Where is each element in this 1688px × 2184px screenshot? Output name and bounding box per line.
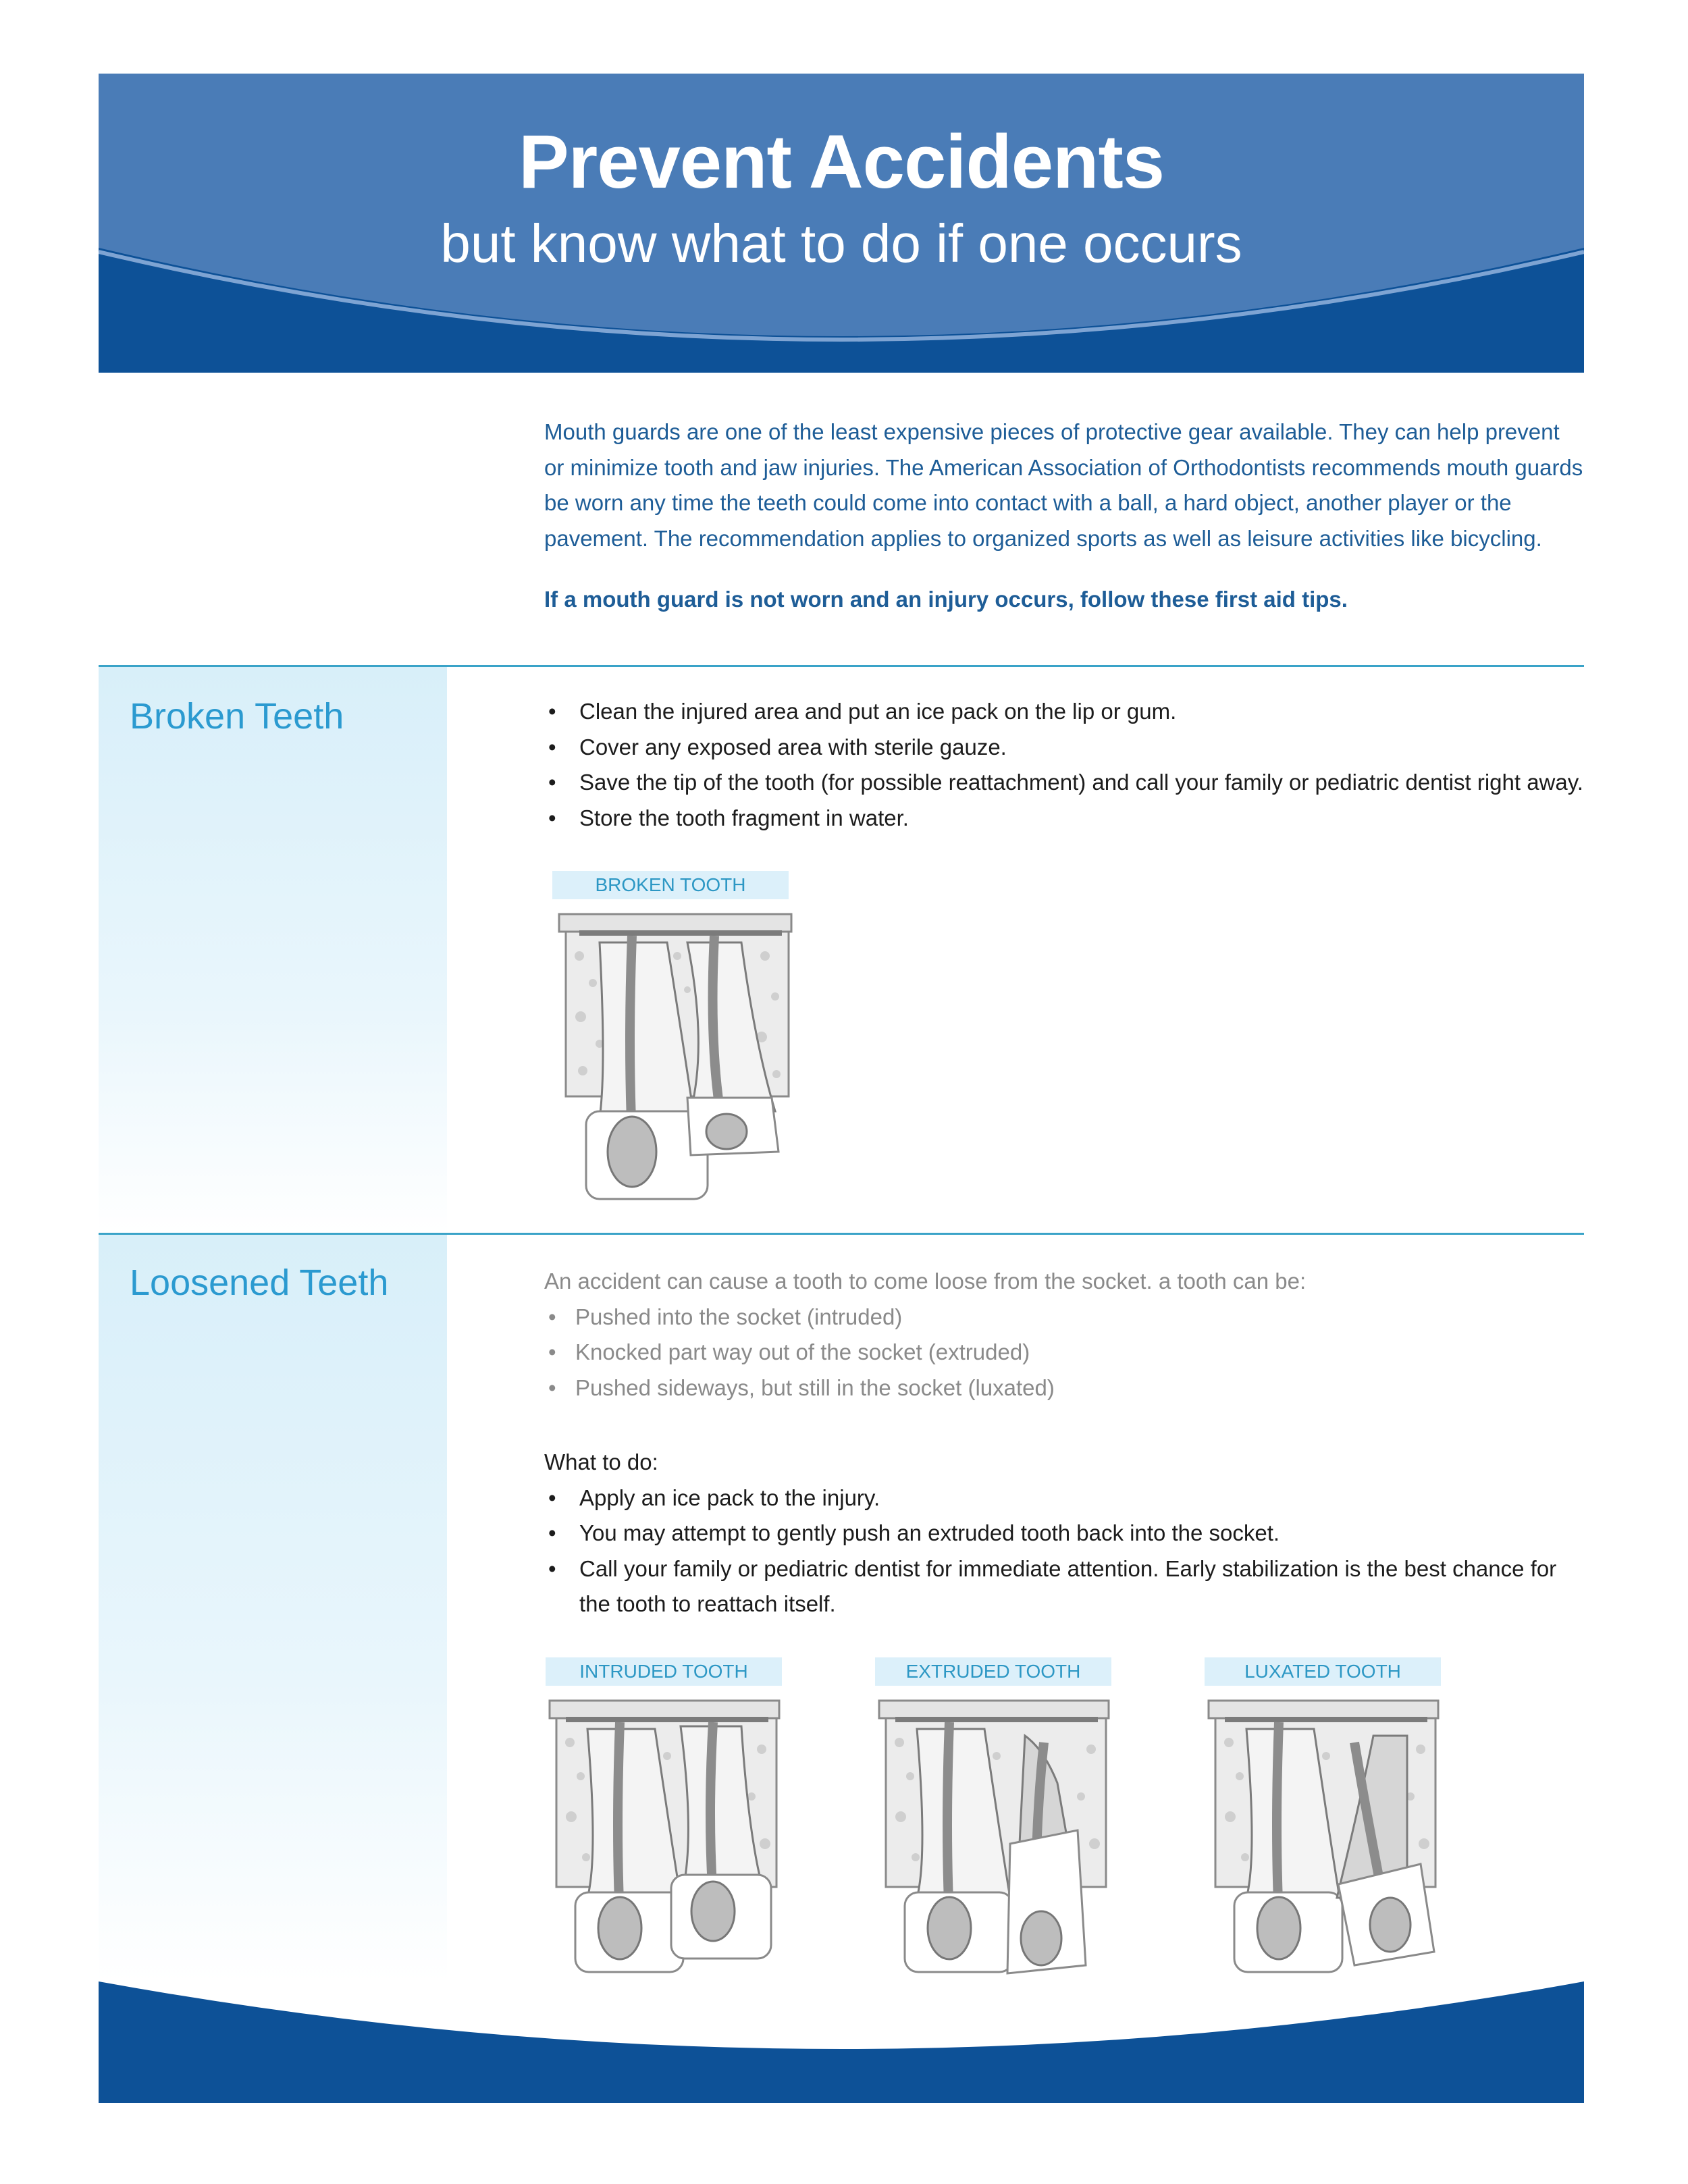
- bullet-icon: •: [548, 770, 556, 795]
- bullet-icon: •: [548, 1375, 556, 1400]
- list-item: • Store the tooth fragment in water.: [544, 801, 1625, 836]
- list-item: • Pushed into the socket (intruded): [544, 1300, 1598, 1335]
- list-item: • You may attempt to gently push an extruded tooth back into the socket.: [544, 1516, 1584, 1551]
- bullet-icon: •: [548, 1485, 556, 1510]
- bullet-icon: •: [548, 1339, 556, 1364]
- loosened-intro: [544, 1264, 1598, 1406]
- broken-tooth-illustration: [552, 909, 802, 1206]
- bullet-icon: •: [548, 734, 556, 760]
- luxated-tooth-illustration: [1205, 1695, 1448, 1979]
- broken-teeth-list: [544, 694, 1625, 836]
- figure-label: LUXATED TOOTH: [1205, 1657, 1441, 1686]
- intro-lead: If a mouth guard is not worn and an injury occurs, follow these first aid tips.: [544, 587, 1348, 612]
- list-item: • Apply an ice pack to the injury.: [544, 1481, 1584, 1516]
- what-to-do-section: [544, 1445, 1584, 1622]
- extruded-tooth-illustration: [875, 1695, 1118, 1979]
- page-title: Prevent Accidents: [518, 119, 1165, 204]
- list-item: • Save the tip of the tooth (for possible reattachment) and call your family or pediatric dentist right away.: [544, 765, 1625, 801]
- list-item: • Cover any exposed area with sterile gauze.: [544, 730, 1625, 766]
- intruded-tooth-figure: [546, 1657, 789, 1981]
- intruded-tooth-illustration: [546, 1695, 789, 1979]
- broken-tooth-figure: [552, 871, 802, 1208]
- bullet-icon: •: [548, 1304, 556, 1329]
- list-item: • Clean the injured area and put an ice pack on the lip or gum.: [544, 694, 1625, 730]
- loosened-intro-text: An accident can cause a tooth to come loose from the socket. a tooth can be:: [544, 1269, 1307, 1294]
- list-item: • Call your family or pediatric dentist for immediate attention. Early stabilization is the best chance for the tooth to reattach itself.: [544, 1551, 1584, 1622]
- luxated-tooth-figure: [1205, 1657, 1448, 1981]
- bullet-icon: •: [548, 805, 556, 830]
- header-banner: [99, 74, 1584, 373]
- intro-paragraph: Mouth guards are one of the least expensive pieces of protective gear available. They can help prevent or minimize tooth and jaw injuries. The American Association of Orthodontists recommends mouth guards be worn any time the teeth could come into contact with a ball, a hard object, another player or the pavement. The recommendation applies to organized sports as well as leisure activities like bicycling.: [544, 419, 1583, 551]
- broken-teeth-heading: Broken Teeth: [130, 696, 344, 737]
- page-subtitle: but know what to do if one occurs: [440, 213, 1242, 273]
- figure-label: BROKEN TOOTH: [552, 871, 789, 899]
- intro-section: [544, 415, 1584, 618]
- loosened-types-list: [544, 1300, 1598, 1406]
- loosened-teeth-heading: Loosened Teeth: [130, 1262, 389, 1303]
- extruded-tooth-figure: [875, 1657, 1118, 1981]
- what-to-do-heading: What to do:: [544, 1449, 658, 1474]
- figure-label: INTRUDED TOOTH: [546, 1657, 782, 1686]
- footer-wave: [99, 1981, 1584, 2103]
- figure-label: EXTRUDED TOOTH: [875, 1657, 1111, 1686]
- broken-teeth-sidebar: [99, 667, 447, 1234]
- list-item: • Knocked part way out of the socket (extruded): [544, 1335, 1598, 1370]
- bullet-icon: •: [548, 1520, 556, 1545]
- list-item: • Pushed sideways, but still in the socket (luxated): [544, 1370, 1598, 1406]
- what-to-do-list: [544, 1481, 1584, 1622]
- loosened-teeth-sidebar: [99, 1235, 447, 1981]
- bullet-icon: •: [548, 699, 556, 724]
- bullet-icon: •: [548, 1555, 556, 1581]
